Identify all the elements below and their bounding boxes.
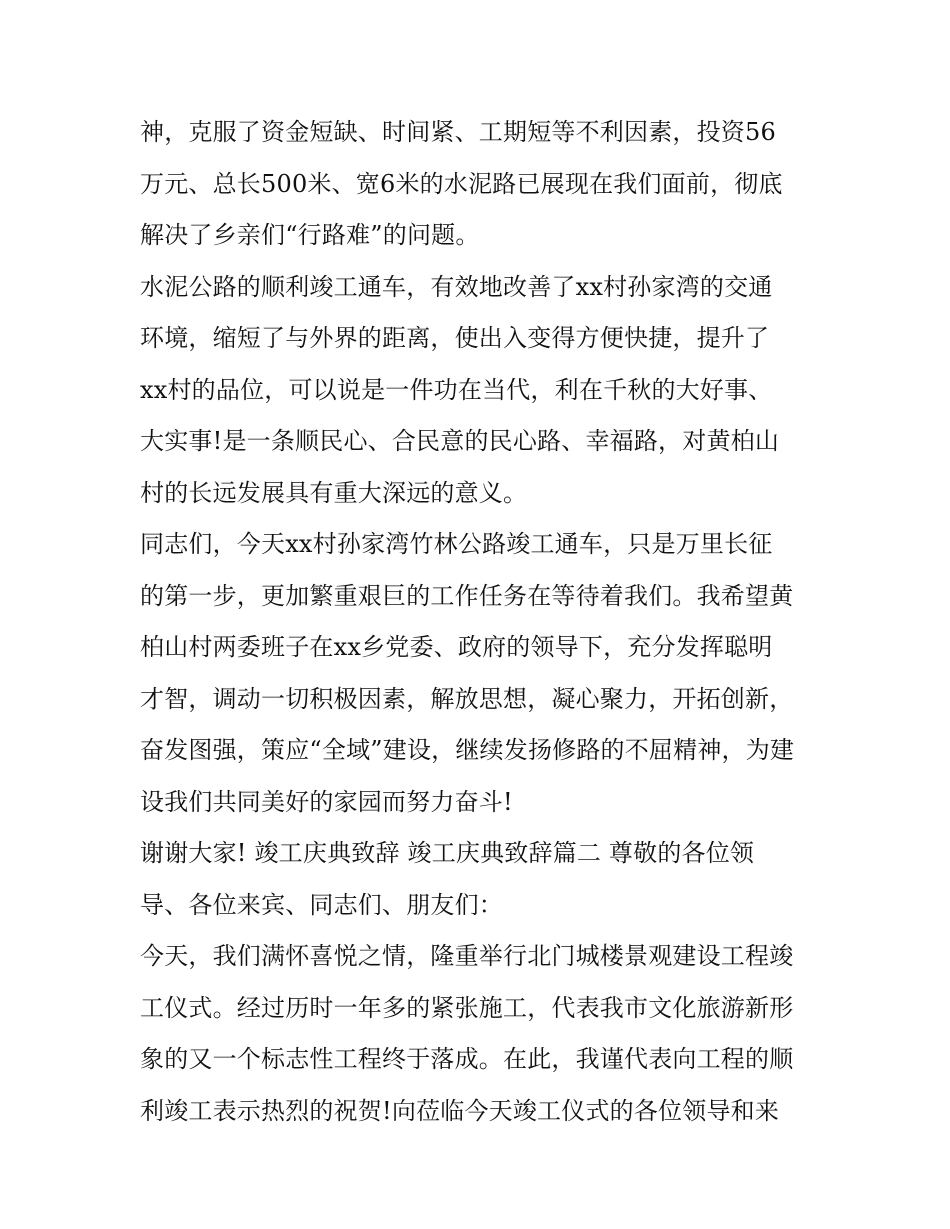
text-line: 设我们共同美好的家园而努力奋斗! <box>140 787 513 816</box>
text-line: 环境，缩短了与外界的距离，使出入变得方便快捷，提升了 <box>140 324 770 352</box>
text-line: 神，克服了资金短缺、时间紧、工期短等不利因素，投资56 <box>140 118 776 146</box>
text-line: 谢谢大家! 竣工庆典致辞 竣工庆典致辞篇二 尊敬的各位领 <box>140 839 755 867</box>
text-line: 才智，调动一切积极因素，解放思想，凝心聚力，开拓创新， <box>140 684 794 713</box>
text-line: 工仪式。经过历时一年多的紧张施工，代表我市文化旅游新形 <box>140 993 794 1022</box>
text-line: 导、各位来宾、同志们、朋友们： <box>140 890 503 919</box>
text-line: 同志们，今天xx村孙家湾竹林公路竣工通车，只是万里长征 <box>140 530 773 558</box>
text-line: 的第一步，更加繁重艰巨的工作任务在等待着我们。我希望黄 <box>140 581 794 610</box>
text-line: 今天，我们满怀喜悦之情，隆重举行北门城楼景观建设工程竣 <box>140 942 794 970</box>
text-line: 大实事!是一条顺民心、合民意的民心路、幸福路，对黄柏山 <box>140 427 780 455</box>
text-line: 水泥公路的顺利竣工通车，有效地改善了xx村孙家湾的交通 <box>140 272 773 301</box>
text-line: 村的长远发展具有重大深远的意义。 <box>140 478 528 507</box>
text-line: xx村的品位，可以说是一件功在当代，利在千秋的大好事、 <box>140 375 773 404</box>
document-body <box>140 107 820 1137</box>
text-line: 解决了乡亲们“行路难”的问题。 <box>140 221 480 249</box>
text-line: 象的又一个标志性工程终于落成。在此，我谨代表向工程的顺 <box>140 1045 794 1073</box>
text-line: 柏山村两委班子在xx乡党委、政府的领导下，充分发挥聪明 <box>140 633 773 661</box>
text-line: 奋发图强，策应“全域”建设，继续发扬修路的不屈精神，为建 <box>140 736 795 764</box>
text-line: 利竣工表示热烈的祝贺!向莅临今天竣工仪式的各位领导和来 <box>140 1096 780 1125</box>
text-line: 万元、总长500米、宽6米的水泥路已展现在我们面前，彻底 <box>140 169 783 198</box>
